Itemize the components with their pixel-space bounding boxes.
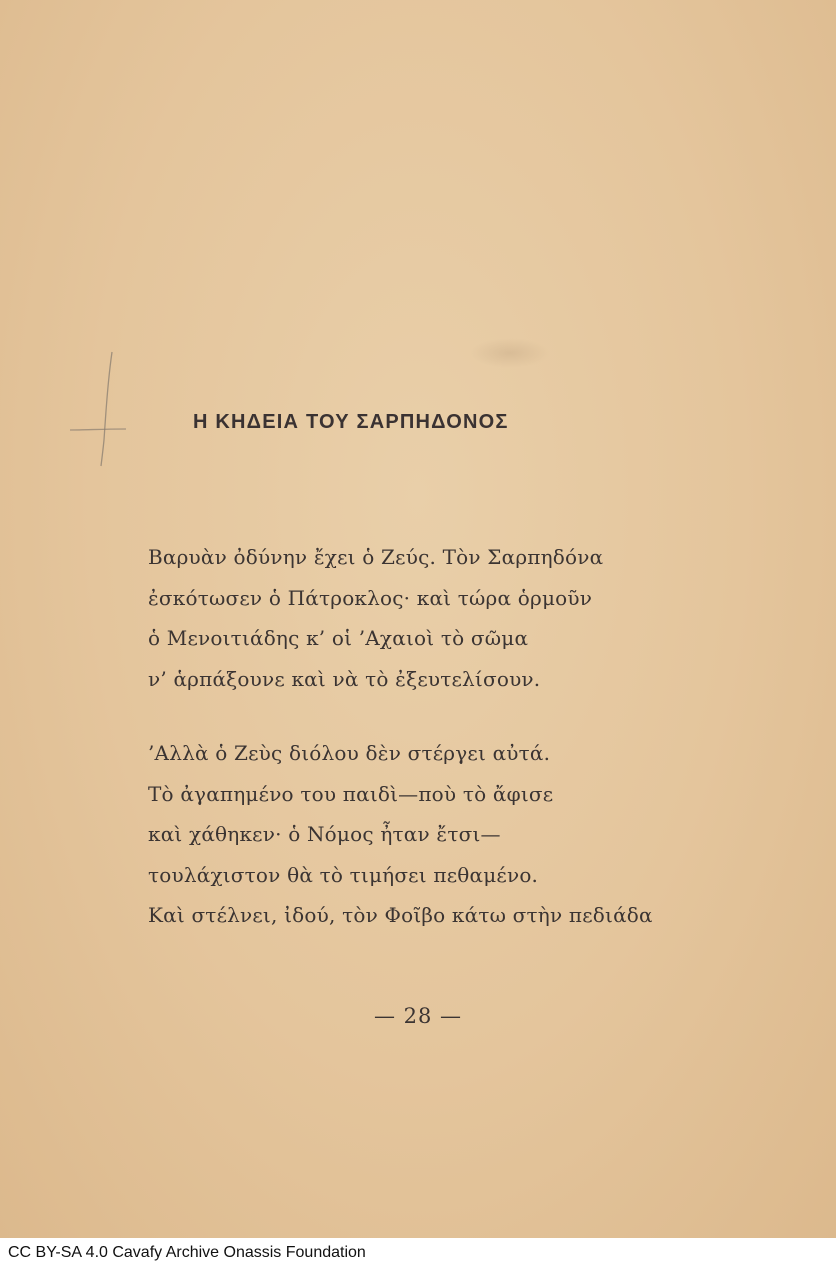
stanza bbox=[148, 733, 653, 936]
poem-title: Η ΚΗΔΕΙΑ ΤΟΥ ΣΑΡΠΗΔΟΝΟΣ bbox=[193, 411, 509, 433]
poem-line: Βαρυὰν ὀδύνην ἔχει ὁ Ζεύς. Τὸν Σαρπηδόνα bbox=[148, 545, 604, 569]
poem-line: ἐσκότωσεν ὁ Πάτροκλος· καὶ τώρα ὁρμοῦν bbox=[148, 585, 593, 610]
paper-smudge bbox=[470, 338, 550, 368]
poem-line: ὁ Μενοιτιάδης κ’ οἱ ’Αχαιοὶ τὸ σῶμα bbox=[148, 626, 529, 650]
poem-line: Καὶ στέλνει, ἰδού, τὸν Φοῖβο κάτω στὴν πεδιάδα bbox=[148, 903, 653, 927]
poem-line: καὶ χάθηκεν· ὁ Νόμος ἦταν ἔτσι— bbox=[148, 822, 501, 846]
license-credit: CC BY-SA 4.0 Cavafy Archive Onassis Foundation bbox=[8, 1244, 366, 1261]
poem-line: ν’ ἁρπάξουνε καὶ νὰ τὸ ἐξευτελίσουν. bbox=[148, 666, 541, 691]
pencil-mark-icon bbox=[68, 350, 128, 470]
poem-line: τουλάχιστον θὰ τὸ τιμήσει πεθαμένο. bbox=[148, 862, 539, 887]
poem-line: ’Αλλὰ ὁ Ζεὺς διόλου δὲν στέργει αὐτά. bbox=[148, 741, 551, 765]
page-number: — 28 — bbox=[373, 1004, 463, 1028]
stanza bbox=[148, 537, 603, 699]
poem-line: Τὸ ἀγαπημένο του παιδὶ—ποὺ τὸ ἄφισε bbox=[148, 781, 554, 806]
